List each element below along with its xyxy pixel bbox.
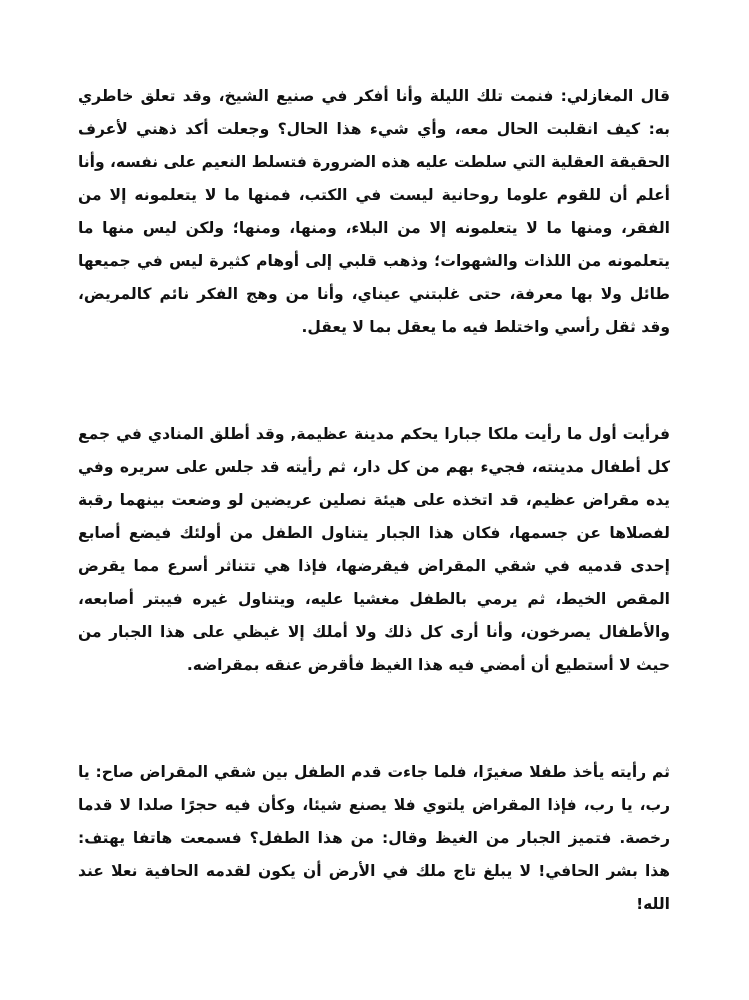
paragraph-1: قال المغازلي: فنمت تلك الليلة وأنا أفكر في صنيع الشيخ، وقد تعلق خاطري به: كيف انقلبت الحال معه، وأي شيء هذا الحال؟ وجعلت أكد ذهني لأعرف الحقيقة العقلية التي سلطت عليه هذه الضرورة فتسلط النعيم على نفسه، وأنا أعلم أن للقوم علوما روحانية ليست في الكتب، فمنها ما لا يتعلمونه إلا من الفقر، ومنها ما لا يتعلمونه إلا من البلاء، ومنها، ومنها؛ ولكن ليس منها ما يتعلمونه من اللذات والشهوات؛ وذهب قلبي إلى أوهام كثيرة ليس في جميعها طائل ولا بها معرفة، حتى غلبتني عيناي، وأنا من وهج الفكر نائم كالمريض، وقد ثقل رأسي واختلط فيه ما يعقل بما لا يعقل.: [78, 87, 670, 336]
paragraph-3: ثم رأيته يأخذ طفلا صغيرًا، فلما جاءت قدم الطفل بين شقي المقراض صاح: يا رب، يا رب، فإذا المقراض يلتوي فلا يصنع شيئا، وكأن فيه حجرًا صلدا لا قدما رخصة. فتميز الجبار من الغيظ وقال: من هذا الطفل؟ فسمعت هاتفا يهتف: هذا بشر الحافي! لا يبلغ تاج ملك في الأرض أن يكون لقدمه الحافية نعلا عند الله!: [78, 763, 670, 913]
paragraph-2: فرأيت أول ما رأيت ملكا جبارا يحكم مدينة عظيمة, وقد أطلق المنادي في جمع كل أطفال مدينته، فجيء بهم من كل دار، ثم رأيته قد جلس على سريره وفي يده مقراض عظيم، قد اتخذه على هيئة نصلين عريضين لو وضعت بينهما رقبة لفصلاها عن جسمها، فكان هذا الجبار يتناول الطفل من أولئك فيضع أصابع إحدى قدميه في شقي المقراض فيقرضها، فإذا هي تتناثر أسرع مما يقرض المقص الخيط، ثم يرمي بالطفل مغشيا عليه، ويتناول غيره فيبتر أصابعه، والأطفال يصرخون، وأنا أرى كل ذلك ولا أملك إلا غيظي على هذا الجبار من حيث لا أستطيع أن أمضي فيه هذا الغيظ فأقرض عنقه بمقراضه.: [78, 425, 670, 674]
